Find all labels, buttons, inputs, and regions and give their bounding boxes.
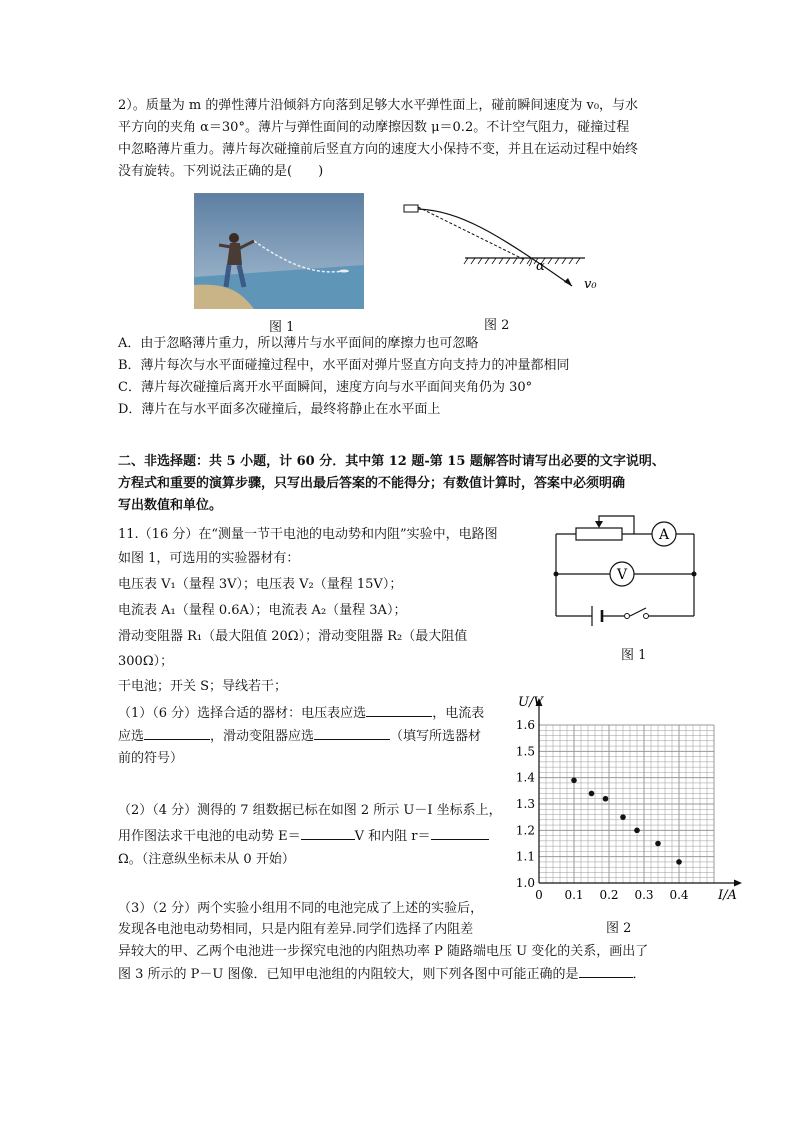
junction-dot [692,572,697,577]
q11-part2-line3: Ω。（注意纵坐标未从 0 开始） [118,852,295,867]
x-tick-label: 0.1 [564,888,584,902]
q10-option-c[interactable]: C．薄片每次碰撞后离开水平面瞬间，速度方向与水平面间夹角仍为 30° [118,380,533,395]
q11-part1-line3: 前的符号） [118,751,184,766]
switch-terminal [644,614,649,619]
q11-part3-line [118,963,646,986]
emf-answer-blank[interactable] [301,825,355,840]
q10-line: 中忽略薄片重力。薄片每次碰撞前后竖直方向的速度大小保持不变，并且在运动过程中始终 [118,142,639,157]
q11-part2-line2 [118,825,489,848]
flake-icon [404,205,418,212]
q11-circuit-diagram [548,508,708,636]
y-tick-label: 1.1 [515,849,535,864]
q11-part3-line: （3）（2 分）两个实验小组用不同的电池完成了上述的实验后， [118,901,484,916]
rheostat-symbol [576,528,622,540]
section-2-line: 方程式和重要的演算步骤，只写出最后答案的不能得分；有数值计算时，答案中必须明确 [118,476,626,491]
data-point [603,796,609,802]
q11-circuit-caption: 图 1 [621,648,647,663]
alpha-label: α [536,259,545,274]
y-tick-label: 1.4 [515,770,535,785]
x-tick-label: 0.2 [599,888,619,902]
q11-line: 11.（16 分）在“测量一节干电池的电动势和内阻”实验中，电路图 [118,527,498,542]
data-point [571,778,577,784]
data-point [620,814,626,820]
q10-option-a[interactable]: A．由于忽略薄片重力，所以薄片与水平面间的摩擦力也可忽略 [118,336,479,351]
part1-text: ，滑动变阻器应选 [210,729,315,744]
q10-option-d[interactable]: D．薄片在与水平面多次碰撞后，最终将静止在水平面上 [118,402,441,417]
y-tick-label: 1.0 [515,876,535,890]
data-point [634,828,640,834]
part3-text: 图 3 所示的 P－U 图像．已知甲电池组的内阻较大，则下列各图中可能正确的是 [118,967,579,982]
part1-text: 应选 [118,729,145,744]
y-axis-label: U/V [518,695,543,710]
q11-line: 滑动变阻器 R₁（最大阻值 20Ω）；滑动变阻器 R₂（最大阻值 [118,629,468,644]
voltmeter-label: V [616,567,628,583]
y-tick-label: 1.5 [515,744,535,759]
q10-figure-2-caption: 图 2 [484,318,510,333]
x-tick-label: 0 [535,888,543,902]
voltmeter-answer-blank[interactable] [366,702,432,717]
rheostat-answer-blank[interactable] [314,725,390,740]
y-tick-label: 1.6 [515,718,535,732]
v0-label: v₀ [584,277,597,292]
q11-line: 如图 1，可选用的实验器材有： [118,551,300,566]
q10-line: 2）。质量为 m 的弹性薄片沿倾斜方向落到足够大水平弹性面上，碰前瞬间速度为 v₀，与水 [118,98,639,113]
q10-option-b[interactable]: B．薄片每次与水平面碰撞过程中，水平面对弹片竖直方向支持力的冲量都相同 [118,358,570,373]
data-point [655,841,661,847]
q10-line: 没有旋转。下列说法正确的是( ) [118,164,324,179]
u-i-graph [506,690,754,912]
x-axis-arrow [734,880,742,887]
x-tick-label: 0.3 [634,888,654,902]
q10-figure-1-illustration [194,193,364,309]
part2-text: 用作图法求干电池的电动势 E＝ [118,829,301,844]
q11-part3-line: 发现各电池电动势相同，只是内阻有差异.同学们选择了内阻差 [118,922,474,937]
q11-part3-line: 异较大的甲、乙两个电池进一步探究电池的内阻热功率 P 随路端电压 U 变化的关系，画出了 [118,944,649,959]
u-i-graph-caption: 图 2 [606,921,632,936]
q10-figure-2-diagram [400,198,600,298]
switch-terminal [625,614,630,619]
x-axis-label: I/A [718,888,737,903]
ammeter-label: A [658,527,670,543]
data-point [589,791,595,797]
q11-line: 干电池；开关 S；导线若干； [118,679,288,694]
q11-line: 电压表 V₁（量程 3V）；电压表 V₂（量程 15V）； [118,577,403,592]
part1-text: ，电流表 [432,706,485,721]
q11-part1-line2 [118,725,481,748]
resistance-answer-blank[interactable] [431,825,489,840]
slider-arrow [595,521,603,528]
q10-line: 平方向的夹角 α＝30°。薄片与弹性面间的动摩擦因数 μ＝0.2。不计空气阻力，碰撞过程 [118,120,630,135]
y-tick-label: 1.3 [515,797,535,811]
ammeter-answer-blank[interactable] [144,725,210,740]
velocity-arrowhead [564,278,572,286]
x-tick-label: 0.4 [669,888,689,902]
q11-line: 300Ω）； [118,654,174,669]
data-point [676,859,682,865]
section-2-line: 二、非选择题：共 5 小题，计 60 分．其中第 12 题-第 15 题解答时请写出必要的文字说明、 [118,454,665,469]
graph-answer-blank[interactable] [579,963,633,978]
q10-figure-1-caption: 图 1 [269,320,295,335]
y-tick-label: 1.2 [515,823,535,838]
part1-text: （填写所选器材 [390,729,482,744]
q11-part2-line1: （2）（4 分）测得的 7 组数据已标在如图 2 所示 U－I 坐标系上， [118,803,502,818]
part1-text: （1）（6 分）选择合适的器材：电压表应选 [118,706,367,721]
q11-line: 电流表 A₁（量程 0.6A）；电流表 A₂（量程 3A）； [118,603,407,618]
q11-part1-line1 [118,702,484,725]
part2-text: V 和内阻 r＝ [354,829,431,844]
section-2-line: 写出数值和单位。 [118,498,223,513]
junction-dot [554,572,559,577]
part3-text: ． [632,967,646,982]
